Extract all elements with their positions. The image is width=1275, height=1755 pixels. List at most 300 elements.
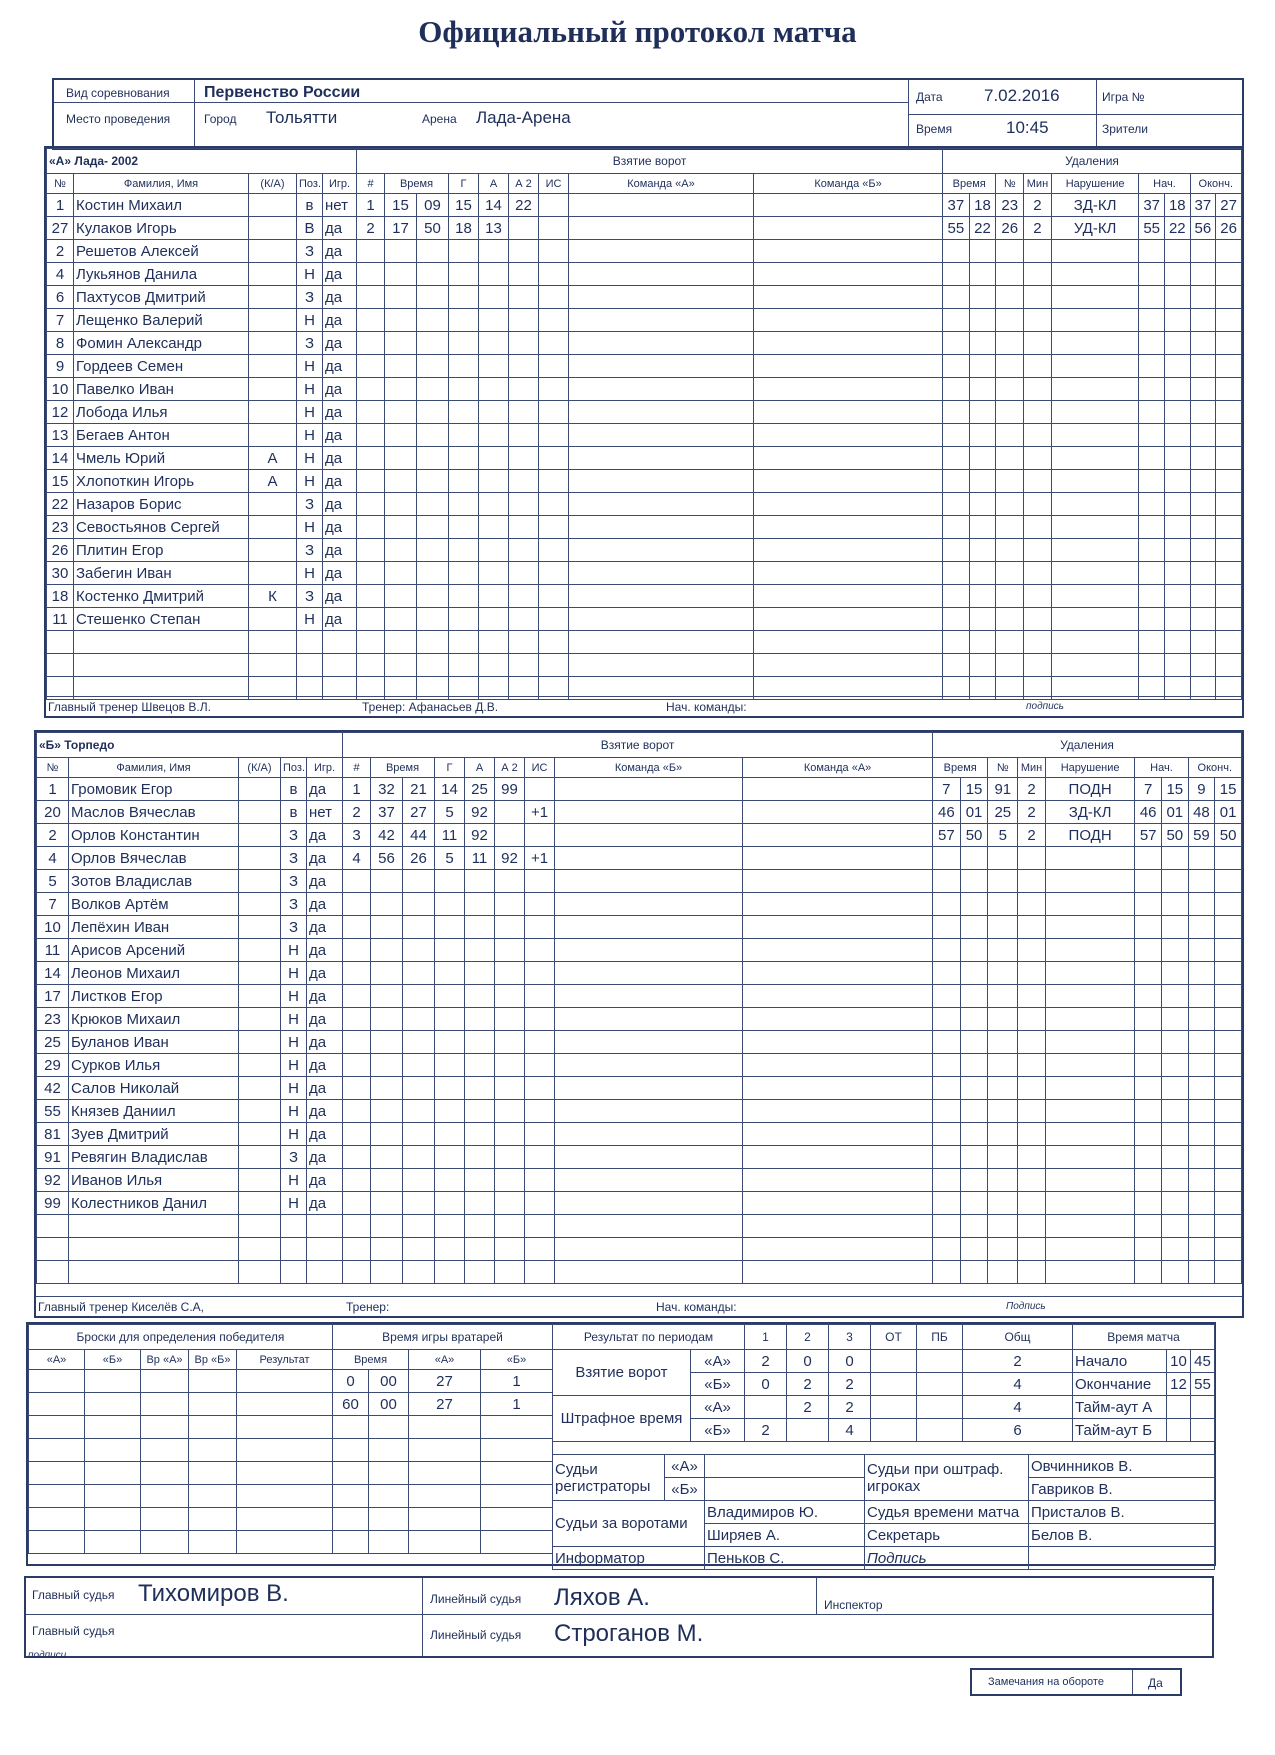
- period-value: 0: [745, 1373, 787, 1396]
- penalty-end-min: 59: [1188, 824, 1215, 847]
- goal-scorer: [449, 608, 479, 631]
- goal-assist-1: [465, 1031, 495, 1054]
- team-a-penalty-row: [943, 539, 1242, 562]
- goal-assist-2: [495, 893, 525, 916]
- shootout-cell: [237, 1508, 333, 1531]
- officials-signature: Подпись: [865, 1547, 1029, 1570]
- player-number: 6: [47, 286, 74, 309]
- player-number: 20: [37, 801, 69, 824]
- goal-situation: [539, 654, 569, 677]
- penalty-duration: [1018, 939, 1046, 962]
- goal-number: [343, 1077, 371, 1100]
- player-number: [37, 1238, 69, 1261]
- col-g: Г: [449, 174, 479, 194]
- period-value: 2: [787, 1396, 829, 1419]
- city-value: Тольятти: [266, 108, 338, 127]
- goal-assist-1: [465, 1077, 495, 1100]
- player-played: [307, 1238, 343, 1261]
- penalty-end-sec: [1216, 424, 1242, 447]
- team-b-goal-row: [343, 1192, 933, 1215]
- penalty-minute: [943, 263, 970, 286]
- goal-lineup-cell: [555, 1123, 743, 1146]
- penalty-end-sec: [1216, 378, 1242, 401]
- goal-minute: [385, 355, 417, 378]
- goal-second: 26: [403, 847, 435, 870]
- penalty-violation: [1051, 562, 1139, 585]
- team-b-penalty-row: [933, 893, 1242, 916]
- penalty-minute: [933, 1054, 961, 1077]
- goal-situation: [525, 1100, 555, 1123]
- penalty-minute: [933, 847, 961, 870]
- penalty-duration: [1018, 1008, 1046, 1031]
- penalty-violation: [1051, 654, 1139, 677]
- penalty-end-sec: [1216, 516, 1242, 539]
- goal-lineup-cell: [754, 562, 943, 585]
- penalty-start-min: [1135, 1192, 1162, 1215]
- goal-situation: [539, 378, 569, 401]
- penalty-player: [988, 1123, 1018, 1146]
- penalty-violation: [1051, 447, 1139, 470]
- period-penalty-a-row: [553, 1396, 1073, 1419]
- goal-number: [357, 608, 385, 631]
- goal-assist-1: [479, 631, 509, 654]
- reg-a: «А»: [665, 1455, 705, 1478]
- timeout-a-label: Тайм-аут А: [1073, 1396, 1167, 1419]
- period-value: [917, 1396, 963, 1419]
- goal-lineup-cell: [555, 916, 743, 939]
- start-minute: 45: [1191, 1350, 1215, 1373]
- penalty-player: 91: [988, 778, 1018, 801]
- goal-assist-1: [479, 493, 509, 516]
- goal-assist-1: 25: [465, 778, 495, 801]
- player-number: 10: [37, 916, 69, 939]
- penalty-second: [960, 1238, 988, 1261]
- period-value: 4: [829, 1419, 871, 1442]
- penalty-duration: [1024, 355, 1052, 378]
- goal-lineup-cell: [754, 585, 943, 608]
- team-b-penalty-row: [933, 1169, 1242, 1192]
- team-b-penalty-row: [933, 1261, 1242, 1284]
- goal-situation: [525, 824, 555, 847]
- remarks-divider: [1132, 1670, 1133, 1694]
- player-captain-mark: [249, 654, 297, 677]
- player-captain-mark: К: [249, 585, 297, 608]
- shootout-cell: [141, 1393, 189, 1416]
- goalie-row: [333, 1393, 553, 1416]
- col-hash: #: [343, 758, 371, 778]
- player-position: Н: [297, 608, 323, 631]
- penalty-start-min: [1139, 424, 1165, 447]
- player-number: 26: [47, 539, 74, 562]
- penalty-end-min: [1188, 1261, 1215, 1284]
- penalty-minute: [943, 240, 970, 263]
- penalty-start-min: [1135, 847, 1162, 870]
- goal-assist-2: [509, 355, 539, 378]
- goalie-minute: 0: [333, 1370, 369, 1393]
- timeout-b-label: Тайм-аут Б: [1073, 1419, 1167, 1442]
- player-captain-mark: [239, 939, 281, 962]
- player-name: Зуев Дмитрий: [69, 1123, 239, 1146]
- penalty-violation: [1045, 870, 1134, 893]
- player-captain-mark: [249, 516, 297, 539]
- date-label: Дата: [916, 90, 943, 104]
- goal-number: [343, 962, 371, 985]
- line-ref-label-2: Линейный судья: [430, 1628, 522, 1642]
- goal-assist-2: [495, 939, 525, 962]
- goal-second: [417, 447, 449, 470]
- team-b-goal-row: [343, 1008, 933, 1031]
- goal-second: [417, 493, 449, 516]
- shootout-gk-b: Вр «Б»: [189, 1350, 237, 1370]
- player-position: З: [297, 286, 323, 309]
- timeout-a-cell: [1191, 1396, 1215, 1419]
- penalty-minute: [943, 608, 970, 631]
- goal-second: [417, 240, 449, 263]
- period-col-Общ: Общ: [963, 1325, 1073, 1350]
- period-value: [871, 1419, 917, 1442]
- player-name: Арисов Арсений: [69, 939, 239, 962]
- penalty-violation: [1051, 378, 1139, 401]
- goalie-b: 1: [481, 1393, 553, 1416]
- team-b-player-row: [37, 1123, 343, 1146]
- goal-assist-1: [479, 424, 509, 447]
- player-name: Князев Даниил: [69, 1100, 239, 1123]
- goal-scorer: [435, 1077, 465, 1100]
- team-b-penalty-row: [933, 824, 1242, 847]
- penalty-start-min: [1135, 985, 1162, 1008]
- period-goals-label: Взятие ворот: [553, 1350, 691, 1396]
- col-ka: (К/А): [249, 174, 297, 194]
- col-pen-viol: Нарушение: [1051, 174, 1139, 194]
- penalty-player: [996, 355, 1024, 378]
- team-b-goal-row: [343, 847, 933, 870]
- goal-scorer: [435, 893, 465, 916]
- goal-situation: [525, 1146, 555, 1169]
- penalty-duration: [1018, 1215, 1046, 1238]
- goal-minute: 37: [371, 801, 403, 824]
- goal-minute: [385, 631, 417, 654]
- goalie-minute: 60: [333, 1393, 369, 1416]
- player-played: да: [307, 870, 343, 893]
- goal-scorer: 15: [449, 194, 479, 217]
- penalty-start-min: [1135, 916, 1162, 939]
- player-played: да: [307, 1100, 343, 1123]
- goal-situation: [539, 309, 569, 332]
- goal-scorer: [435, 1192, 465, 1215]
- period-team-label: «Б»: [691, 1419, 745, 1442]
- team-b-goal-row: [343, 1123, 933, 1146]
- goal-second: [403, 916, 435, 939]
- penalty-duration: [1024, 286, 1052, 309]
- col-name: Фамилия, Имя: [74, 174, 249, 194]
- period-value: 4: [963, 1396, 1073, 1419]
- goal-situation: [539, 470, 569, 493]
- goal-situation: +1: [525, 847, 555, 870]
- goal-scorer: [435, 1238, 465, 1261]
- penalty-minute: [933, 893, 961, 916]
- penalty-minute: [933, 1008, 961, 1031]
- col-a: А: [479, 174, 509, 194]
- penalty-minute: [943, 447, 970, 470]
- player-number: [37, 1261, 69, 1284]
- goal-lineup-cell: [569, 309, 754, 332]
- goal-lineup-cell: [754, 516, 943, 539]
- player-position: Н: [281, 1077, 307, 1100]
- goal-second: [417, 562, 449, 585]
- player-name: Павелко Иван: [74, 378, 249, 401]
- penalty-end-min: 56: [1190, 217, 1216, 240]
- penalty-end-min: [1188, 870, 1215, 893]
- penalty-player: [996, 447, 1024, 470]
- penalty-end-min: [1188, 1169, 1215, 1192]
- col-pen-end: Оконч.: [1190, 174, 1241, 194]
- goal-assist-1: [465, 1192, 495, 1215]
- penalty-violation: [1045, 916, 1134, 939]
- player-captain-mark: [249, 286, 297, 309]
- penalty-player: 23: [996, 194, 1024, 217]
- goal-lineup-cell: [743, 1008, 933, 1031]
- penalty-start-sec: [1161, 939, 1188, 962]
- goalie-second: [369, 1416, 409, 1439]
- penalty-end-min: [1190, 332, 1216, 355]
- penalty-start-sec: [1164, 332, 1190, 355]
- penalty-duration: [1024, 332, 1052, 355]
- game-label: Игра №: [1102, 90, 1145, 104]
- penalty-minute: [933, 939, 961, 962]
- goal-number: [343, 1192, 371, 1215]
- reg-a-value: [705, 1455, 865, 1478]
- player-name: Севостьянов Сергей: [74, 516, 249, 539]
- goal-assist-1: 92: [465, 824, 495, 847]
- player-number: 2: [47, 240, 74, 263]
- player-played: [307, 1215, 343, 1238]
- penalty-second: [960, 1031, 988, 1054]
- timeout-b-cell: [1191, 1419, 1215, 1442]
- penalty-end-min: [1190, 401, 1216, 424]
- team-a-roster: [46, 148, 356, 700]
- player-number: 81: [37, 1123, 69, 1146]
- goal-assist-2: [495, 1123, 525, 1146]
- shootout-row: [29, 1393, 333, 1416]
- penalty-start-sec: [1161, 1215, 1188, 1238]
- goal-minute: [385, 562, 417, 585]
- goal-lineup-cell: [743, 1146, 933, 1169]
- team-b-penalty-row: [933, 847, 1242, 870]
- goal-assist-2: [495, 962, 525, 985]
- penalty-end-min: [1190, 447, 1216, 470]
- goal-minute: [371, 1031, 403, 1054]
- goal-scorer: [449, 516, 479, 539]
- penalty-duration: [1024, 401, 1052, 424]
- goal-minute: [385, 585, 417, 608]
- team-b-chief: Нач. команды:: [656, 1300, 737, 1314]
- team-a-coach: Тренер: Афанасьев Д.В.: [362, 700, 499, 714]
- goal-assist-2: [509, 608, 539, 631]
- player-played: да: [323, 516, 357, 539]
- goal-situation: [539, 539, 569, 562]
- goal-situation: [539, 516, 569, 539]
- goal-assist-2: [509, 217, 539, 240]
- goal-lineup-cell: [569, 378, 754, 401]
- penalty-player: [988, 1077, 1018, 1100]
- penalty-start-sec: [1161, 1123, 1188, 1146]
- team-b-player-row: [37, 1031, 343, 1054]
- penalty-player: [988, 1215, 1018, 1238]
- goal-second: [417, 654, 449, 677]
- informer-label: Информатор: [553, 1547, 705, 1570]
- shootout-row: [29, 1439, 333, 1462]
- player-played: да: [323, 286, 357, 309]
- goal-assist-1: [479, 309, 509, 332]
- goal-lineup-cell: [743, 1215, 933, 1238]
- goal-lineup-cell: [555, 1031, 743, 1054]
- penalty-start-min: 55: [1139, 217, 1165, 240]
- goal-minute: 15: [385, 194, 417, 217]
- shootout-cell: [189, 1439, 237, 1462]
- goal-lineup-cell: [569, 194, 754, 217]
- goal-assist-2: [509, 654, 539, 677]
- team-b-penalty-row: [933, 1238, 1242, 1261]
- goal-second: [403, 1100, 435, 1123]
- player-captain-mark: [239, 916, 281, 939]
- player-name: Пахтусов Дмитрий: [74, 286, 249, 309]
- period-value: [917, 1373, 963, 1396]
- penalty-start-min: [1135, 1123, 1162, 1146]
- goal-lineup-cell: [754, 493, 943, 516]
- goal-lineup-cell: [569, 562, 754, 585]
- goal-assist-1: [479, 608, 509, 631]
- venue-label: Место проведения: [66, 112, 171, 126]
- goal-minute: [371, 1077, 403, 1100]
- penalty-end-sec: [1216, 631, 1242, 654]
- col-is: ИС: [539, 174, 569, 194]
- timeout-b-cell: [1167, 1419, 1191, 1442]
- player-name: Волков Артём: [69, 893, 239, 916]
- player-number: 8: [47, 332, 74, 355]
- penalty-second: [960, 939, 988, 962]
- goalie-second: [369, 1462, 409, 1485]
- player-name: Лукьянов Данила: [74, 263, 249, 286]
- goal-number: [357, 240, 385, 263]
- penalty-minute: [933, 1192, 961, 1215]
- penalty-violation: [1045, 939, 1134, 962]
- goal-lineup-cell: [569, 516, 754, 539]
- competition-label: Вид соревнования: [66, 86, 170, 100]
- player-played: нет: [323, 194, 357, 217]
- penalty-end-sec: [1216, 332, 1242, 355]
- goal-lineup-cell: [569, 401, 754, 424]
- penalty-end-min: [1190, 585, 1216, 608]
- team-b-player-row: [37, 985, 343, 1008]
- penalty-player: [996, 470, 1024, 493]
- team-a-goal-row: [357, 493, 943, 516]
- goal-assist-1: [465, 1215, 495, 1238]
- goal-situation: [525, 1192, 555, 1215]
- penalty-player: [988, 893, 1018, 916]
- penalty-start-sec: [1164, 516, 1190, 539]
- player-captain-mark: [239, 824, 281, 847]
- penalty-player: [988, 1100, 1018, 1123]
- player-position: [297, 631, 323, 654]
- shootout-section: [28, 1324, 332, 1554]
- penalty-player: [988, 1054, 1018, 1077]
- penalty-second: [969, 240, 996, 263]
- player-number: 11: [37, 939, 69, 962]
- shootout-cell: [189, 1393, 237, 1416]
- penalty-second: [969, 309, 996, 332]
- goal-scorer: [435, 939, 465, 962]
- goal-lineup-cell: [569, 217, 754, 240]
- player-captain-mark: [239, 1054, 281, 1077]
- penalty-end-min: [1190, 240, 1216, 263]
- goal-assist-2: [509, 240, 539, 263]
- goal-lineup-cell: [743, 1192, 933, 1215]
- period-value: 0: [787, 1350, 829, 1373]
- team-b-goal-row: [343, 893, 933, 916]
- goal-second: [403, 870, 435, 893]
- player-played: да: [323, 493, 357, 516]
- penalty-start-min: [1135, 1100, 1162, 1123]
- penalty-violation: ПОДН: [1045, 778, 1134, 801]
- penalty-end-sec: [1215, 1008, 1242, 1031]
- shootout-cell: [29, 1462, 85, 1485]
- team-a-goal-row: [357, 608, 943, 631]
- goal-assist-1: [465, 962, 495, 985]
- penalty-violation: [1045, 1215, 1134, 1238]
- penalty-player: [996, 401, 1024, 424]
- goal-scorer: [449, 493, 479, 516]
- team-a-penalty-row: [943, 194, 1242, 217]
- team-b-player-row: [37, 801, 343, 824]
- goalie-b: [481, 1462, 553, 1485]
- goal-assist-1: 92: [465, 801, 495, 824]
- player-name: Иванов Илья: [69, 1169, 239, 1192]
- goal-scorer: [449, 240, 479, 263]
- penalty-end-sec: 15: [1215, 778, 1242, 801]
- shootout-cell: [189, 1462, 237, 1485]
- penalty-player: [996, 608, 1024, 631]
- goal-lineup-cell: [555, 824, 743, 847]
- shootout-cell: [29, 1370, 85, 1393]
- goal-lineup-cell: [555, 1215, 743, 1238]
- penalty-end-min: [1188, 1192, 1215, 1215]
- team-a-goal-row: [357, 309, 943, 332]
- player-position: З: [281, 847, 307, 870]
- team-b-player-row: [37, 870, 343, 893]
- goal-number: [343, 1261, 371, 1284]
- goal-lineup-cell: [555, 1238, 743, 1261]
- team-b-penalty-row: [933, 1008, 1242, 1031]
- penalty-duration: [1018, 893, 1046, 916]
- goal-lineup-cell: [569, 332, 754, 355]
- penalty-player: [996, 516, 1024, 539]
- penalty-start-sec: [1161, 1100, 1188, 1123]
- shootout-cell: [237, 1416, 333, 1439]
- team-b-coach: Тренер:: [346, 1300, 390, 1314]
- player-captain-mark: [249, 378, 297, 401]
- team-b-goal-row: [343, 1215, 933, 1238]
- penalty-minute: [943, 401, 970, 424]
- team-b-penalty-row: [933, 1146, 1242, 1169]
- penalty-player: [996, 654, 1024, 677]
- penalty-second: [969, 470, 996, 493]
- goal-lineup-cell: [569, 470, 754, 493]
- penalty-second: [969, 608, 996, 631]
- penalty-start-min: [1139, 470, 1165, 493]
- penalty-end-min: [1190, 562, 1216, 585]
- penalty-duration: [1024, 539, 1052, 562]
- goalie-col-b: «Б»: [481, 1350, 553, 1370]
